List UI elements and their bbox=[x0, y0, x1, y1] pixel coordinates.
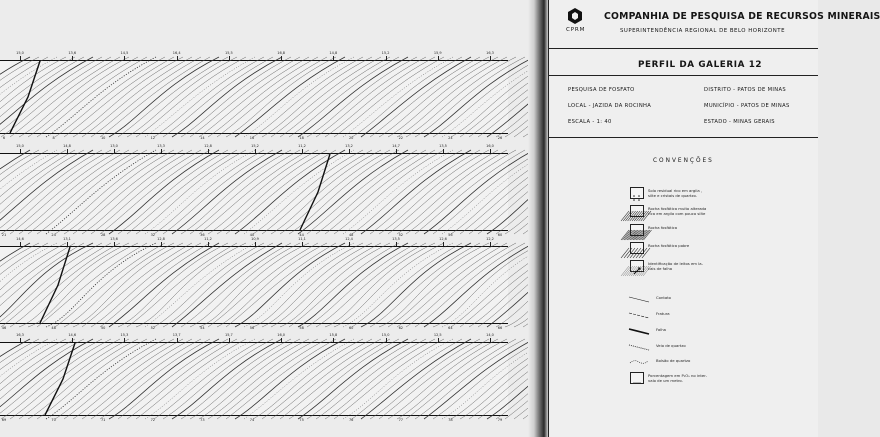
sample-tick bbox=[438, 338, 439, 342]
quartz-vein-line-icon bbox=[628, 343, 650, 351]
stratum-line bbox=[352, 243, 462, 327]
gallery-section-band bbox=[0, 342, 508, 416]
distance-label: 54 bbox=[200, 326, 205, 330]
sample-tick bbox=[281, 338, 282, 342]
p2o5-sample-label: 12,8 bbox=[204, 144, 212, 148]
p2o5-sample-label: 11,2 bbox=[298, 144, 306, 148]
title-block-divider bbox=[548, 75, 818, 76]
stratum-line bbox=[0, 339, 93, 419]
sample-tick bbox=[490, 242, 491, 246]
stratum-line bbox=[109, 57, 219, 137]
stratum-line bbox=[19, 150, 129, 234]
stratum-line bbox=[433, 57, 543, 137]
sample-tick bbox=[302, 149, 303, 153]
p2o5-sample-label: 16,0 bbox=[486, 144, 494, 148]
drawing-title: PERFIL DA GALERIA 12 bbox=[638, 60, 763, 70]
sample-tick bbox=[443, 149, 444, 153]
stratum-line bbox=[19, 339, 129, 419]
stratum-line bbox=[0, 150, 93, 234]
distance-label: 10 bbox=[100, 136, 106, 140]
bed-dip-pattern-icon bbox=[630, 260, 644, 272]
distance-label: 24 bbox=[448, 136, 453, 140]
distance-label: 74 bbox=[249, 418, 255, 422]
p2o5-sample-label: 15,0 bbox=[16, 144, 24, 148]
sample-tick bbox=[396, 149, 397, 153]
distance-label: 77 bbox=[398, 418, 404, 422]
p2o5-sample-label: 14,8 bbox=[63, 144, 71, 148]
stratum-line bbox=[0, 243, 30, 327]
stratum-line bbox=[352, 339, 462, 419]
stratum-line bbox=[388, 57, 498, 137]
strata-lines bbox=[0, 343, 508, 415]
sample-tick bbox=[490, 338, 491, 342]
sample-tick bbox=[490, 149, 491, 153]
stratum-line bbox=[208, 339, 318, 419]
stratum-line bbox=[118, 243, 228, 327]
p2o5-sample-label: 13,1 bbox=[63, 237, 71, 241]
stratum-line bbox=[109, 243, 219, 327]
legend-item-label: silte e cristais de quartzo. bbox=[648, 193, 698, 198]
stratum-line bbox=[199, 339, 309, 419]
p2o5-sample-label: 13,6 bbox=[110, 237, 118, 241]
sample-tick bbox=[20, 242, 21, 246]
distance-label: 8 bbox=[52, 136, 55, 140]
stratum-line bbox=[0, 150, 48, 234]
stratum-line bbox=[154, 57, 264, 137]
stratum-line bbox=[271, 57, 381, 137]
sample-tick bbox=[67, 242, 68, 246]
strata-lines bbox=[0, 247, 508, 323]
sample-tick bbox=[349, 242, 350, 246]
stratum-line bbox=[91, 339, 201, 419]
distance-label: 69 bbox=[1, 418, 7, 422]
sample-tick bbox=[281, 56, 282, 60]
stratum-line bbox=[343, 243, 453, 327]
stratum-line bbox=[226, 339, 336, 419]
stratum-line bbox=[163, 150, 273, 234]
stratum-line bbox=[0, 243, 84, 327]
clay-soil-pattern-icon bbox=[630, 187, 644, 199]
stratum-line bbox=[0, 243, 66, 327]
stratum-line bbox=[0, 243, 75, 327]
stratum-line bbox=[217, 57, 327, 137]
p2o5-sample-label: 13,0 bbox=[110, 144, 118, 148]
distance-label: 62 bbox=[398, 326, 404, 330]
stratum-line bbox=[100, 57, 210, 137]
p2o5-sample-label: 13,3 bbox=[157, 144, 165, 148]
distance-label: 46 bbox=[1, 326, 7, 330]
stratum-line bbox=[19, 57, 129, 137]
stratum-line bbox=[433, 339, 543, 419]
strata-lines bbox=[0, 61, 508, 133]
stratum-line bbox=[271, 150, 381, 234]
legend-item-label: Identificação de leitos em la- bbox=[648, 261, 703, 266]
contact-line-icon bbox=[628, 295, 650, 303]
poor-phosphate-rock-pattern-icon bbox=[630, 242, 644, 254]
distance-label: 22 bbox=[398, 136, 404, 140]
p2o5-sample-label: 11,1 bbox=[298, 237, 306, 241]
distance-label: 72 bbox=[150, 418, 156, 422]
stratum-line bbox=[199, 150, 309, 234]
distance-label: 24 bbox=[51, 233, 56, 237]
p2o5-sample-label: 15,8 bbox=[329, 333, 338, 337]
stratum-line bbox=[316, 150, 426, 234]
p2o5-sample-label: 13,6 bbox=[68, 51, 77, 55]
stratum-line bbox=[379, 150, 489, 234]
stratum-line bbox=[334, 150, 444, 234]
distance-label: 76 bbox=[348, 418, 354, 422]
p2o5-sample-label: 10,9 bbox=[251, 237, 259, 241]
sample-tick bbox=[208, 149, 209, 153]
cprm-logo-icon bbox=[568, 8, 582, 24]
fracture-line-icon bbox=[628, 311, 650, 319]
sample-tick bbox=[349, 149, 350, 153]
stratum-line bbox=[0, 150, 75, 234]
p2o5-sample-label: 11,2 bbox=[204, 237, 212, 241]
distance-label: 52 bbox=[398, 233, 404, 237]
sample-tick bbox=[72, 338, 73, 342]
stratum-line bbox=[289, 243, 399, 327]
distance-label: 18 bbox=[299, 136, 304, 140]
distance-label: 60 bbox=[348, 326, 354, 330]
stratum-line bbox=[0, 339, 30, 419]
district-label: DISTRITO - PATOS DE MINAS bbox=[704, 87, 787, 93]
stratum-line bbox=[289, 57, 399, 137]
stratum-line bbox=[127, 57, 237, 137]
p2o5-sample-label: 15,5 bbox=[224, 51, 233, 55]
sample-tick bbox=[443, 242, 444, 246]
p2o5-sample-label: 16,3 bbox=[16, 333, 24, 337]
legend-item-label: Porcentagem em P₂O₅ no inter- bbox=[648, 373, 707, 378]
stratum-line bbox=[154, 243, 264, 327]
municipality-label: MUNICÍPIO - PATOS DE MINAS bbox=[704, 103, 790, 109]
p2o5-sample-label: 15,2 bbox=[381, 51, 390, 55]
sample-tick bbox=[302, 242, 303, 246]
legend-item-label: cais de falha bbox=[648, 266, 673, 271]
sample-tick bbox=[20, 149, 21, 153]
distance-label: 21 bbox=[1, 233, 7, 237]
distance-label: 28 bbox=[100, 233, 106, 237]
stratum-line bbox=[37, 339, 147, 419]
stratum-line bbox=[433, 243, 543, 327]
legend-item-label: Contato bbox=[656, 295, 672, 300]
distance-label: 78 bbox=[448, 418, 453, 422]
stratum-line bbox=[424, 339, 534, 419]
stratum-line bbox=[190, 243, 300, 327]
stratum-line bbox=[208, 243, 318, 327]
stratum-line bbox=[280, 57, 390, 137]
sample-tick bbox=[386, 338, 387, 342]
stratum-line bbox=[0, 243, 39, 327]
stratum-line bbox=[136, 243, 246, 327]
stratum-line bbox=[208, 57, 318, 137]
stratum-line bbox=[388, 150, 498, 234]
stratum-line bbox=[0, 243, 48, 327]
sample-tick bbox=[67, 149, 68, 153]
stratum-line bbox=[10, 339, 120, 419]
p2o5-sample-label: 13,5 bbox=[392, 237, 400, 241]
p2o5-sample-label: 14,8 bbox=[329, 51, 338, 55]
gallery-section-band bbox=[0, 246, 508, 324]
legend-item-label: Fratura bbox=[656, 311, 670, 316]
sample-tick bbox=[114, 149, 115, 153]
sample-tick bbox=[20, 338, 21, 342]
distance-label: 60 bbox=[497, 233, 503, 237]
sample-tick bbox=[333, 338, 334, 342]
distance-label: 71 bbox=[100, 418, 106, 422]
state-label: ESTADO - MINAS GERAIS bbox=[704, 119, 775, 125]
p2o5-sample-label: 13,7 bbox=[172, 333, 181, 337]
stratum-line bbox=[37, 57, 147, 137]
distance-label: 50 bbox=[100, 326, 106, 330]
stratum-line bbox=[235, 57, 345, 137]
p2o5-sample-label: 15,7 bbox=[224, 333, 233, 337]
stratum-line bbox=[343, 339, 453, 419]
stratum-line bbox=[172, 150, 282, 234]
stratum-line bbox=[163, 339, 273, 419]
stratum-line bbox=[343, 57, 453, 137]
sample-tick bbox=[386, 56, 387, 60]
gallery-section-band bbox=[0, 60, 508, 134]
sample-tick bbox=[161, 242, 162, 246]
stratum-line bbox=[172, 243, 282, 327]
sample-tick bbox=[161, 149, 162, 153]
stratum-line bbox=[82, 57, 192, 137]
stratum-line bbox=[73, 243, 183, 327]
stratum-line bbox=[73, 57, 183, 137]
stratum-line bbox=[262, 243, 372, 327]
legend-item-label: Solo residual rico em argila , bbox=[648, 188, 703, 193]
sample-percent-icon bbox=[630, 372, 644, 384]
stratum-line bbox=[388, 339, 498, 419]
fault-line-icon bbox=[628, 327, 650, 335]
distance-label: 66 bbox=[497, 326, 503, 330]
sample-tick bbox=[229, 56, 230, 60]
p2o5-sample-label: 15,0 bbox=[381, 333, 390, 337]
legend-item-label: rica em argila com pouco silte bbox=[648, 211, 706, 216]
p2o5-sample-label: 16,0 bbox=[277, 333, 286, 337]
stratum-line bbox=[28, 150, 138, 234]
sample-tick bbox=[124, 338, 125, 342]
stratum-line bbox=[289, 339, 399, 419]
p2o5-sample-label: 16,8 bbox=[277, 51, 286, 55]
stratum-line bbox=[82, 150, 192, 234]
distance-label: 20 bbox=[348, 136, 354, 140]
stratum-line bbox=[235, 243, 345, 327]
stratum-line bbox=[406, 243, 516, 327]
stratum-line bbox=[91, 243, 201, 327]
legend-item-label: Bolsão de quartzo bbox=[656, 358, 691, 363]
stratum-line bbox=[0, 339, 75, 419]
survey-label: PESQUISA DE FOSFATO bbox=[568, 87, 635, 93]
p2o5-sample-label: 14,6 bbox=[68, 333, 77, 337]
location-label: LOCAL - JAZIDA DA ROCINHA bbox=[568, 103, 652, 109]
stratum-line bbox=[0, 243, 93, 327]
distance-label: 40 bbox=[249, 233, 255, 237]
p2o5-sample-label: 14,0 bbox=[486, 333, 494, 337]
stratum-line bbox=[298, 339, 408, 419]
p2o5-sample-label: 13,5 bbox=[439, 144, 447, 148]
sample-tick bbox=[490, 56, 491, 60]
stratum-line bbox=[100, 243, 210, 327]
stratum-line bbox=[82, 339, 192, 419]
altered-rock-pattern-icon bbox=[630, 205, 644, 217]
phosphate-rock-pattern-icon bbox=[630, 224, 644, 236]
distance-label: 32 bbox=[150, 233, 156, 237]
company-department: SUPERINTENDÊNCIA REGIONAL DE BELO HORIZONTE bbox=[620, 28, 786, 34]
legend-item-label: Rocha fosfática bbox=[648, 225, 678, 230]
stratum-line bbox=[37, 150, 147, 234]
stratum-line bbox=[0, 150, 57, 234]
sample-tick bbox=[438, 56, 439, 60]
p2o5-sample-label: 12,2 bbox=[486, 237, 494, 241]
company-name: COMPANHIA DE PESQUISA DE RECURSOS MINERAIS bbox=[604, 11, 880, 22]
stratum-line bbox=[118, 150, 228, 234]
p2o5-sample-label: 15,3 bbox=[120, 333, 129, 337]
stratum-line bbox=[163, 57, 273, 137]
legend-heading: CONVENÇÕES bbox=[653, 158, 714, 164]
stratum-line bbox=[406, 339, 516, 419]
distance-label: 26 bbox=[497, 136, 503, 140]
distance-label: 64 bbox=[448, 326, 453, 330]
sample-tick bbox=[177, 56, 178, 60]
stratum-line bbox=[136, 339, 246, 419]
stratum-line bbox=[1, 243, 111, 327]
distance-label: 36 bbox=[200, 233, 205, 237]
stratum-line bbox=[100, 150, 210, 234]
distance-label: 58 bbox=[299, 326, 304, 330]
title-block-divider bbox=[548, 137, 818, 138]
stratum-line bbox=[136, 57, 246, 137]
sample-tick bbox=[255, 149, 256, 153]
stratum-line bbox=[145, 243, 255, 327]
stratum-line bbox=[127, 243, 237, 327]
stratum-line bbox=[307, 243, 417, 327]
distance-label: 56 bbox=[249, 326, 255, 330]
distance-label: 73 bbox=[200, 418, 205, 422]
title-block-border-left bbox=[548, 0, 549, 437]
stratum-line bbox=[118, 57, 228, 137]
logo-text: CPRM bbox=[566, 27, 586, 33]
distance-label: 12 bbox=[150, 136, 156, 140]
stratum-line bbox=[316, 339, 426, 419]
distance-label: 6 bbox=[2, 136, 6, 140]
legend-item-label: Rocha fosfática muito alterada bbox=[648, 206, 707, 211]
stratum-line bbox=[217, 150, 327, 234]
sample-tick bbox=[72, 56, 73, 60]
distance-label: 79 bbox=[497, 418, 503, 422]
stratum-line bbox=[262, 150, 372, 234]
p2o5-sample-label: 12,4 bbox=[345, 237, 353, 241]
gallery-section-band bbox=[0, 153, 508, 231]
stratum-line bbox=[316, 243, 426, 327]
sample-tick bbox=[20, 56, 21, 60]
legend-item-label: Veio de quartzo bbox=[656, 343, 686, 348]
stratum-line bbox=[397, 243, 507, 327]
stratum-line bbox=[262, 57, 372, 137]
distance-label: 16 bbox=[249, 136, 255, 140]
sample-tick bbox=[114, 242, 115, 246]
distance-label: 48 bbox=[51, 326, 56, 330]
stratum-line bbox=[46, 57, 156, 137]
stratum-line bbox=[172, 57, 282, 137]
stratum-line bbox=[352, 57, 462, 137]
sample-tick bbox=[255, 242, 256, 246]
book-gutter bbox=[528, 0, 548, 437]
title-block-page bbox=[548, 0, 880, 437]
sample-tick bbox=[396, 242, 397, 246]
p2o5-sample-label: 12,5 bbox=[433, 333, 442, 337]
scale-label: ESCALA - 1: 40 bbox=[568, 119, 612, 125]
legend-item-label: Falha bbox=[656, 327, 666, 332]
distance-label: 48 bbox=[348, 233, 354, 237]
p2o5-sample-label: 13,2 bbox=[345, 144, 353, 148]
stratum-line bbox=[190, 339, 300, 419]
sample-tick bbox=[333, 56, 334, 60]
stratum-line bbox=[46, 243, 156, 327]
stratum-line bbox=[64, 339, 174, 419]
p2o5-sample-label: 16,3 bbox=[486, 51, 494, 55]
distance-label: 14 bbox=[200, 136, 205, 140]
sample-tick bbox=[124, 56, 125, 60]
stratum-line bbox=[19, 243, 129, 327]
quartz-nodule-icon bbox=[628, 358, 650, 366]
stratum-line bbox=[415, 150, 525, 234]
stratum-line bbox=[334, 339, 444, 419]
distance-label: 56 bbox=[448, 233, 453, 237]
stratum-line bbox=[190, 57, 300, 137]
title-block-divider bbox=[548, 48, 818, 49]
legend-item-label: valo de um metro. bbox=[648, 378, 683, 383]
stratum-line bbox=[334, 243, 444, 327]
p2o5-sample-label: 15,2 bbox=[251, 144, 259, 148]
stratum-line bbox=[415, 243, 525, 327]
stratum-line bbox=[298, 150, 408, 234]
distance-label: 70 bbox=[51, 418, 56, 422]
stratum-line bbox=[271, 243, 381, 327]
stratum-line bbox=[406, 57, 516, 137]
stratum-line bbox=[55, 243, 165, 327]
p2o5-sample-label: 15,9 bbox=[433, 51, 442, 55]
p2o5-sample-label: 14,7 bbox=[392, 144, 400, 148]
p2o5-sample-label: 12,8 bbox=[157, 237, 165, 241]
sample-tick bbox=[229, 338, 230, 342]
p2o5-sample-label: 14,5 bbox=[120, 51, 129, 55]
distance-label: 44 bbox=[299, 233, 304, 237]
distance-label: 75 bbox=[299, 418, 304, 422]
strata-lines bbox=[0, 154, 508, 230]
stratum-line bbox=[145, 339, 255, 419]
stratum-line bbox=[415, 57, 525, 137]
sample-tick bbox=[177, 338, 178, 342]
sample-tick bbox=[208, 242, 209, 246]
distance-label: 52 bbox=[150, 326, 156, 330]
legend-item-label: Rocha fosfática pobre bbox=[648, 243, 690, 248]
p2o5-sample-label: 14,6 bbox=[16, 237, 24, 241]
stratum-line bbox=[397, 150, 507, 234]
p2o5-sample-label: 12,6 bbox=[439, 237, 447, 241]
p2o5-sample-label: 16,4 bbox=[172, 51, 181, 55]
stratum-line bbox=[10, 57, 120, 137]
stratum-line bbox=[397, 57, 507, 137]
stratum-line bbox=[145, 150, 255, 234]
p2o5-sample-label: 15,0 bbox=[16, 51, 24, 55]
stratum-line bbox=[172, 339, 282, 419]
